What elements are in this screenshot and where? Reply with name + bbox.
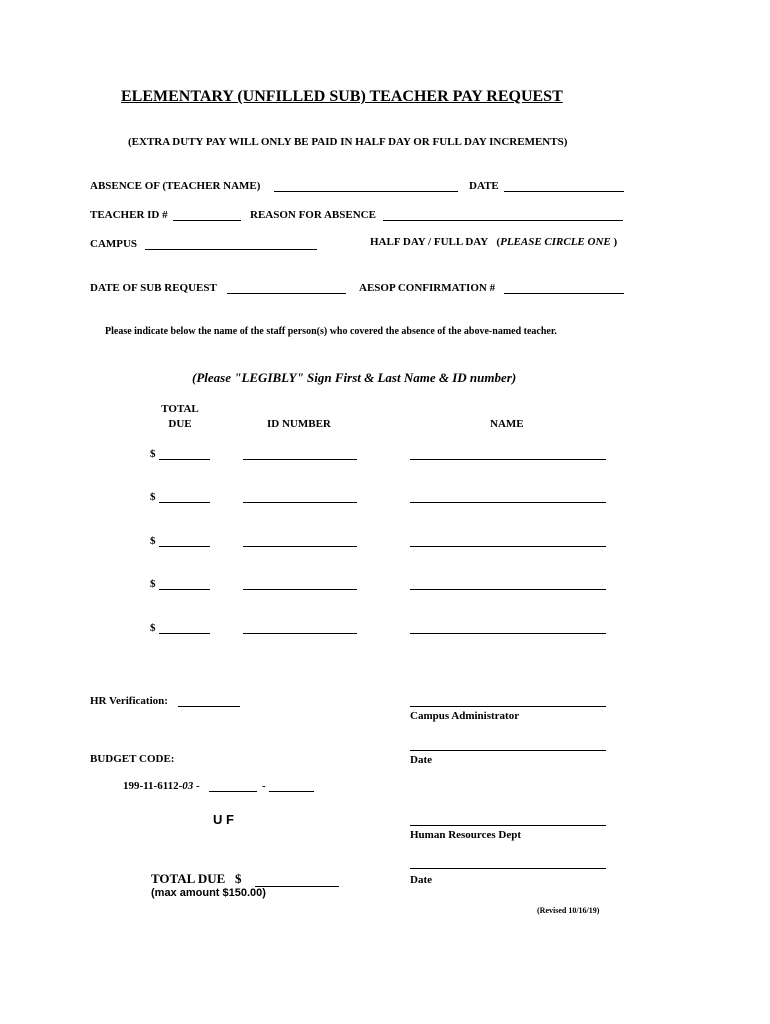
reason-field[interactable] [383,220,623,221]
max-amount-note: (max amount $150.00) [151,887,266,899]
hr-verification-label: HR Verification: [90,695,168,707]
name-field[interactable] [410,589,606,590]
campus-admin-label: Campus Administrator [410,710,520,722]
date-field[interactable] [504,191,624,192]
teacher-id-field[interactable] [173,220,241,221]
name-field[interactable] [410,546,606,547]
col-id-header: ID NUMBER [267,418,331,430]
budget-code-italic: 03 [182,780,194,792]
aesop-confirmation-field[interactable] [504,293,624,294]
absence-teacher-name-field[interactable] [274,191,458,192]
campus-label: CAMPUS [90,238,138,250]
campus-admin-signature-field[interactable] [410,706,606,707]
reason-label: REASON FOR ABSENCE [250,209,376,221]
aesop-label: AESOP CONFIRMATION # [359,282,496,294]
date-label: DATE [469,180,499,192]
hr-dept-label: Human Resources Dept [410,829,522,841]
id-number-field[interactable] [243,589,357,590]
hr-dept-signature-field[interactable] [410,825,606,826]
sign-instruction: (Please "LEGIBLY" Sign First & Last Name & ID number) [192,370,517,385]
form-subtitle: (EXTRA DUTY PAY WILL ONLY BE PAID IN HALF DAY OR FULL DAY INCREMENTS) [128,136,568,148]
total-due-field[interactable] [159,633,210,634]
id-number-field[interactable] [243,633,357,634]
campus-field[interactable] [145,249,317,250]
total-due-field[interactable] [159,459,210,460]
uf-label: U F [213,812,234,827]
id-number-field[interactable] [243,459,357,460]
absence-label: ABSENCE OF (TEACHER NAME) [90,180,261,192]
name-field[interactable] [410,633,606,634]
half-full-day-group[interactable]: HALF DAY / FULL DAY (PLEASE CIRCLE ONE ) [370,236,618,248]
id-number-field[interactable] [243,502,357,503]
currency-sign: $ [150,622,156,634]
date-label-2: Date [410,874,432,886]
date-label-1: Date [410,754,432,766]
budget-code-sep2: - [262,780,266,792]
revised-date: (Revised 10/16/19) [537,906,600,915]
budget-code-label: BUDGET CODE: [90,753,175,765]
name-field[interactable] [410,459,606,460]
currency-sign: $ [150,491,156,503]
id-number-field[interactable] [243,546,357,547]
date-sub-request-field[interactable] [227,293,346,294]
currency-sign: $ [150,535,156,547]
currency-sign: $ [150,448,156,460]
total-due-field[interactable] [159,502,210,503]
currency-sign: $ [150,578,156,590]
col-total-header-line1: TOTAL [161,403,199,415]
circle-note: PLEASE CIRCLE ONE [500,236,611,248]
total-due-label-group: TOTAL DUE $ [151,871,242,886]
teacher-id-label: TEACHER ID # [90,209,168,221]
total-due-field[interactable] [159,589,210,590]
campus-admin-date-field[interactable] [410,750,606,751]
budget-code-segment-2[interactable] [269,791,314,792]
budget-code-prefix: 199-11-6112-03 - [123,780,200,792]
form-title: ELEMENTARY (UNFILLED SUB) TEACHER PAY REQUEST [121,88,563,105]
total-due-sum-field[interactable] [255,886,339,887]
date-sub-request-label: DATE OF SUB REQUEST [90,282,217,294]
half-full-day-label[interactable]: HALF DAY / FULL DAY [370,236,489,248]
col-name-header: NAME [490,418,524,430]
hr-dept-date-field[interactable] [410,868,606,869]
total-due-field[interactable] [159,546,210,547]
budget-code-segment-1[interactable] [209,791,257,792]
col-total-header-line2: DUE [168,418,192,430]
name-field[interactable] [410,502,606,503]
instruction-text: Please indicate below the name of the staff person(s) who covered the absence of the above-named teacher. [105,326,557,337]
hr-verification-field[interactable] [178,706,240,707]
